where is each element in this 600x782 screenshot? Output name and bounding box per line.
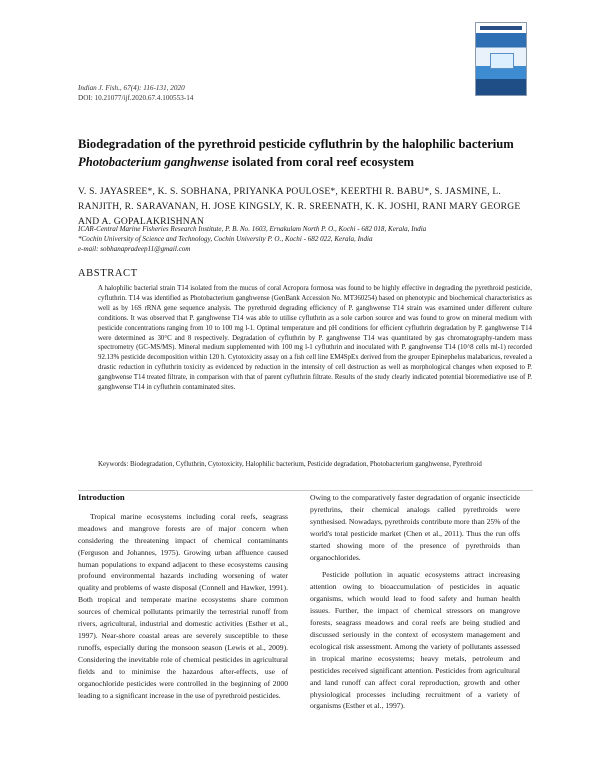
abstract-body: A halophilic bacterial strain T14 isolated from the mucus of coral Acropora formosa was found to be highly effective in degrading the pyrethroid pesticide, cyfluthrin. T14 was identified as Photobacterium ganghwense (GenBank Accession No. MT360254) based on phenotypic and biochemical characteristics as well as by 16S rRNA gene sequence analysis. The pyrethroid degrading efficiency of P. ganghwense T14 strain was examined under different culture conditions. It was observed that P. ganghwense T14 was able to utilise cyfluthrin as a sole carbon source and was found to grow on mineral medium with pesticide concentrations ranging from 10 to 100 mg l-1. Optimal temperature and pH conditions for efficient cyfluthrin degradation by P. ganghwense T14 were determined as 30°C and 8 respectively. Degradation of cyfluthrin by P. ganghwense T14 was quantitated by gas chromatography-tandem mass spectrometry (GC-MS/MS). Mineral medium supplemented with 100 mg l-1 cyfluthrin and inoculated with P. ganghwense T14 (10^8 cells ml-1) recorded 92.13% pesticide decomposition within 120 h. Cytotoxicity assay on a fish cell line EM4SpEx derived from the grouper Epinephelus malabaricus, revealed a drastic reduction in cyfluthrin toxicity as evidenced by reduction in the intensity of cell destruction as well as morphological changes when exposed to P. ganghwense T14 treated filtrate, in comparison with that of parent cyfluthrin filtrate. Results of the study clearly indicated potential bioremediative use of P. ganghwense T14 in cyfluthrin contaminated sites. bbox=[98, 285, 532, 392]
keywords: Keywords: Biodegradation, Cyfluthrin, Cytotoxicity, Halophilic bacterium, Pesticide degradation, Photobacterium ganghwense, Pyrethroid bbox=[98, 461, 482, 468]
journal-header bbox=[78, 84, 193, 103]
affiliation-1: ICAR-Central Marine Fisheries Research Institute, P. B. No. 1603, Ernakulam North P. O., Kochi - 682 018, Kerala, India bbox=[78, 225, 427, 233]
intro-paragraph: Pesticide pollution in aquatic ecosystems attract increasing attention owing to bioaccumulation of pesticides in aquatic organisms, which would lead to food safety and human health issues. Further, the impact of chemical stressors on mangrove forests, seagrass meadows and coral reefs are being studied and discussed seriously in the context of ecosystem management and ecological risk assessment. Among the variety of pollutants assessed in tropical marine ecosystems; heavy metals, petroleum and pesticides received significant attention. Pesticides from agricultural and land runoff can affect coral reproduction, growth and other physiological processes including recruitment of a variety of organisms (Esther et al., 1997). bbox=[310, 570, 520, 711]
journal-citation: Indian J. Fish., 67(4): 116-131, 2020 bbox=[78, 84, 185, 92]
section-divider bbox=[78, 490, 533, 491]
author-list: V. S. JAYASREE*, K. S. SOBHANA, PRIYANKA POULOSE*, KEERTHI R. BABU*, S. JASMINE, L. RANJITH, R. SARAVANAN, H. JOSE KINGSLY, K. R. SREENATH, K. K. JOSHI, RANI MARY GEORGE AND A. GOPALAKRISHNAN bbox=[78, 186, 521, 227]
contact-email[interactable]: e-mail: sobhanapradeep11@gmail.com bbox=[78, 245, 191, 254]
introduction-heading: Introduction bbox=[78, 492, 125, 502]
title-part-2: isolated from coral reef ecosystem bbox=[228, 155, 415, 169]
title-species: Photobacterium ganghwense bbox=[78, 155, 229, 169]
journal-cover-icon bbox=[475, 22, 527, 96]
title-part-1: Biodegradation of the pyrethroid pesticide cyfluthrin by the halophilic bacterium bbox=[78, 137, 514, 151]
abstract-heading: ABSTRACT bbox=[78, 268, 138, 279]
column-left bbox=[78, 492, 288, 707]
cover-title-bar bbox=[480, 26, 522, 30]
cover-image-box bbox=[490, 53, 514, 69]
article-title bbox=[78, 135, 533, 171]
journal-doi[interactable]: DOI: 10.21077/ijf.2020.67.4.100553-14 bbox=[78, 93, 194, 102]
intro-paragraph: Tropical marine ecosystems including coral reefs, seagrass meadows and mangrove forests are of major concern when considering the threatening impact of chemical contaminants (Ferguson and Johannes, 1975). Growing urban affluence caused human populations to expand adjacent to these ecosystems causing profound environmental hazards including worsening of water quality and problems of waste disposal (Connell and Hawker, 1991). Both tropical and temperate marine ecosystems share common sources of chemical pollutants primarily the terrestrial runoff from rivers, agricultural, industrial and domestic activities (Esther et al., 1997). Near-shore coastal areas are severely susceptible to these runoffs, especially during the monsoon season (Lewis et al., 2009). Considering the inevitable role of chemical pesticides in agricultural fields and to minimise the hazardous after-effects, use of organochloride pesticides were controlled in the beginning of 2000 leading to a significant increase in the use of pyrethroid pesticides. bbox=[78, 511, 288, 700]
affiliation-2: *Cochin University of Science and Technology, Cochin University P. O., Kochi - 682 022, Kerala, India bbox=[78, 235, 373, 244]
intro-paragraph: Owing to the comparatively faster degradation of organic insecticide pyrethrins, their chemical analogs called pyrethroids were synthesised. Nowadays, pyrethroids contribute more than 25% of the world's total pesticide market (Chen et al., 2011). Thus the run offs started showing more of the presence of pyrethroids than organochlorides. bbox=[310, 493, 520, 562]
affiliations bbox=[78, 224, 533, 255]
column-right bbox=[310, 492, 520, 718]
